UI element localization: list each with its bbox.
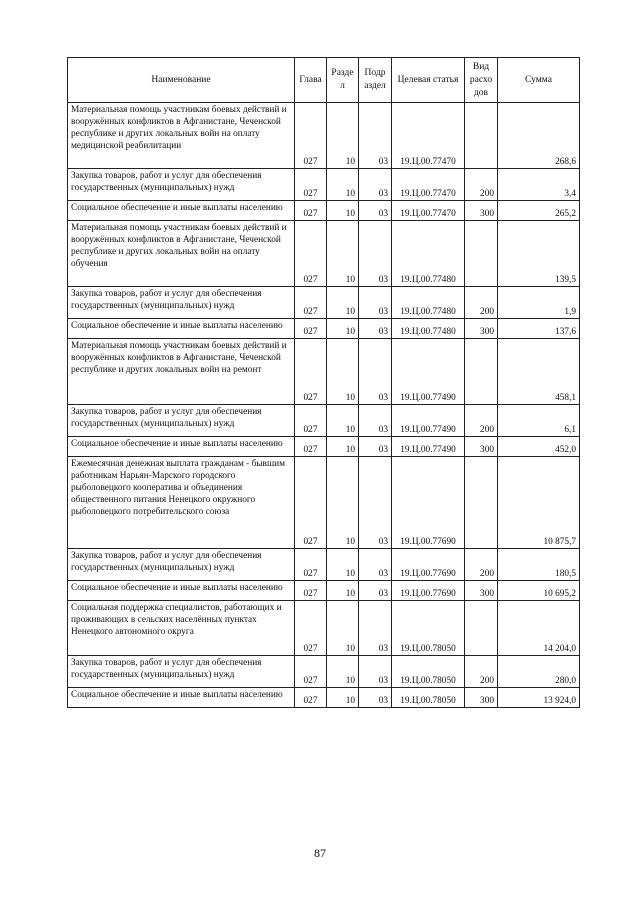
cell-type: 300 bbox=[465, 201, 498, 221]
cell-section: 10 bbox=[327, 339, 359, 405]
cell-section: 10 bbox=[327, 549, 359, 581]
header-subsection: Подр аздел bbox=[359, 58, 392, 103]
table-row bbox=[68, 549, 580, 581]
cell-sum: 139,5 bbox=[498, 221, 580, 287]
cell-name: Материальная помощь участникам боевых действий и вооружённых конфликтов в Афганистане, Чеченской республике и других локальных войн на ремонт bbox=[68, 339, 295, 405]
cell-chapter: 027 bbox=[295, 201, 327, 221]
cell-name: Ежемесячная денежная выплата гражданам - бывшим работникам Нарьян-Марского городского рыболовецкого кооператива и объединения общественного питания Ненецкого окружного рыболовецкого потребительского союза bbox=[68, 457, 295, 549]
cell-section: 10 bbox=[327, 103, 359, 169]
cell-target: 19.Ц.00.77470 bbox=[392, 201, 465, 221]
cell-name: Социальное обеспечение и иные выплаты населению bbox=[68, 581, 295, 601]
table-row bbox=[68, 103, 580, 169]
cell-type: 200 bbox=[465, 549, 498, 581]
cell-subsection: 03 bbox=[359, 103, 392, 169]
cell-chapter: 027 bbox=[295, 169, 327, 201]
cell-chapter: 027 bbox=[295, 437, 327, 457]
cell-name: Социальное обеспечение и иные выплаты населению bbox=[68, 201, 295, 221]
table-body bbox=[68, 103, 580, 708]
cell-sum: 452,0 bbox=[498, 437, 580, 457]
cell-type: 300 bbox=[465, 581, 498, 601]
cell-target: 19.Ц.00.77690 bbox=[392, 549, 465, 581]
cell-target: 19.Ц.00.77480 bbox=[392, 221, 465, 287]
header-chapter: Глава bbox=[295, 58, 327, 103]
cell-chapter: 027 bbox=[295, 405, 327, 437]
cell-target: 19.Ц.00.78050 bbox=[392, 601, 465, 656]
cell-type bbox=[465, 103, 498, 169]
cell-name: Закупка товаров, работ и услуг для обеспечения государственных (муниципальных) нужд bbox=[68, 549, 295, 581]
cell-section: 10 bbox=[327, 287, 359, 319]
cell-section: 10 bbox=[327, 437, 359, 457]
cell-target: 19.Ц.00.77470 bbox=[392, 169, 465, 201]
cell-subsection: 03 bbox=[359, 688, 392, 708]
cell-name: Закупка товаров, работ и услуг для обеспечения государственных (муниципальных) нужд bbox=[68, 169, 295, 201]
cell-name: Социальное обеспечение и иные выплаты населению bbox=[68, 437, 295, 457]
cell-target: 19.Ц.00.77690 bbox=[392, 581, 465, 601]
cell-type bbox=[465, 339, 498, 405]
cell-type: 200 bbox=[465, 405, 498, 437]
cell-name: Социальное обеспечение и иные выплаты населению bbox=[68, 688, 295, 708]
cell-chapter: 027 bbox=[295, 457, 327, 549]
cell-subsection: 03 bbox=[359, 169, 392, 201]
cell-sum: 268,6 bbox=[498, 103, 580, 169]
cell-type bbox=[465, 457, 498, 549]
cell-target: 19.Ц.00.78050 bbox=[392, 656, 465, 688]
cell-target: 19.Ц.00.77690 bbox=[392, 457, 465, 549]
cell-subsection: 03 bbox=[359, 201, 392, 221]
table-row bbox=[68, 405, 580, 437]
cell-type: 300 bbox=[465, 319, 498, 339]
table-row bbox=[68, 221, 580, 287]
cell-chapter: 027 bbox=[295, 581, 327, 601]
cell-type bbox=[465, 601, 498, 656]
cell-chapter: 027 bbox=[295, 601, 327, 656]
cell-chapter: 027 bbox=[295, 656, 327, 688]
cell-subsection: 03 bbox=[359, 437, 392, 457]
cell-section: 10 bbox=[327, 405, 359, 437]
cell-sum: 6,1 bbox=[498, 405, 580, 437]
cell-subsection: 03 bbox=[359, 405, 392, 437]
cell-chapter: 027 bbox=[295, 287, 327, 319]
cell-target: 19.Ц.00.77480 bbox=[392, 287, 465, 319]
cell-sum: 1,9 bbox=[498, 287, 580, 319]
cell-section: 10 bbox=[327, 656, 359, 688]
cell-section: 10 bbox=[327, 221, 359, 287]
cell-sum: 13 924,0 bbox=[498, 688, 580, 708]
table-row bbox=[68, 339, 580, 405]
cell-section: 10 bbox=[327, 457, 359, 549]
cell-sum: 458,1 bbox=[498, 339, 580, 405]
cell-name: Социальное обеспечение и иные выплаты населению bbox=[68, 319, 295, 339]
cell-sum: 180,5 bbox=[498, 549, 580, 581]
cell-name: Социальная поддержка специалистов, работающих и проживающих в сельских населённых пунктах Ненецкого автономного округа bbox=[68, 601, 295, 656]
cell-subsection: 03 bbox=[359, 221, 392, 287]
cell-subsection: 03 bbox=[359, 656, 392, 688]
cell-target: 19.Ц.00.77490 bbox=[392, 339, 465, 405]
cell-type: 300 bbox=[465, 688, 498, 708]
table-row bbox=[68, 656, 580, 688]
cell-type: 300 bbox=[465, 437, 498, 457]
table-row bbox=[68, 581, 580, 601]
cell-name: Закупка товаров, работ и услуг для обеспечения государственных (муниципальных) нужд bbox=[68, 656, 295, 688]
cell-chapter: 027 bbox=[295, 339, 327, 405]
cell-chapter: 027 bbox=[295, 221, 327, 287]
cell-chapter: 027 bbox=[295, 103, 327, 169]
table-row bbox=[68, 457, 580, 549]
cell-subsection: 03 bbox=[359, 549, 392, 581]
cell-sum: 14 204,0 bbox=[498, 601, 580, 656]
cell-section: 10 bbox=[327, 169, 359, 201]
cell-section: 10 bbox=[327, 601, 359, 656]
cell-type bbox=[465, 221, 498, 287]
cell-sum: 3,4 bbox=[498, 169, 580, 201]
table-row bbox=[68, 688, 580, 708]
table-row bbox=[68, 169, 580, 201]
cell-section: 10 bbox=[327, 319, 359, 339]
cell-sum: 10 695,2 bbox=[498, 581, 580, 601]
table-row bbox=[68, 201, 580, 221]
cell-target: 19.Ц.00.77490 bbox=[392, 437, 465, 457]
cell-sum: 265,2 bbox=[498, 201, 580, 221]
header-name: Наименование bbox=[68, 58, 295, 103]
cell-subsection: 03 bbox=[359, 581, 392, 601]
cell-sum: 10 875,7 bbox=[498, 457, 580, 549]
cell-name: Материальная помощь участникам боевых действий и вооружённых конфликтов в Афганистане, Чеченской республике и других локальных войн на оплату обучения bbox=[68, 221, 295, 287]
table-row bbox=[68, 437, 580, 457]
cell-subsection: 03 bbox=[359, 319, 392, 339]
cell-subsection: 03 bbox=[359, 339, 392, 405]
budget-table bbox=[67, 57, 580, 708]
cell-chapter: 027 bbox=[295, 319, 327, 339]
cell-sum: 280,0 bbox=[498, 656, 580, 688]
cell-subsection: 03 bbox=[359, 457, 392, 549]
cell-sum: 137,6 bbox=[498, 319, 580, 339]
cell-chapter: 027 bbox=[295, 688, 327, 708]
cell-name: Закупка товаров, работ и услуг для обеспечения государственных (муниципальных) нужд bbox=[68, 287, 295, 319]
cell-subsection: 03 bbox=[359, 287, 392, 319]
page-number: 87 bbox=[314, 846, 326, 860]
table-row bbox=[68, 287, 580, 319]
cell-type: 200 bbox=[465, 656, 498, 688]
header-section: Разде л bbox=[327, 58, 359, 103]
cell-section: 10 bbox=[327, 581, 359, 601]
cell-section: 10 bbox=[327, 688, 359, 708]
cell-target: 19.Ц.00.77470 bbox=[392, 103, 465, 169]
table-header-row bbox=[68, 58, 580, 103]
cell-chapter: 027 bbox=[295, 549, 327, 581]
cell-target: 19.Ц.00.78050 bbox=[392, 688, 465, 708]
header-target: Целевая статья bbox=[392, 58, 465, 103]
header-type: Вид расхо дов bbox=[465, 58, 498, 103]
cell-target: 19.Ц.00.77490 bbox=[392, 405, 465, 437]
cell-subsection: 03 bbox=[359, 601, 392, 656]
cell-name: Закупка товаров, работ и услуг для обеспечения государственных (муниципальных) нужд bbox=[68, 405, 295, 437]
cell-section: 10 bbox=[327, 201, 359, 221]
cell-target: 19.Ц.00.77480 bbox=[392, 319, 465, 339]
header-sum: Сумма bbox=[498, 58, 580, 103]
table-row bbox=[68, 601, 580, 656]
cell-type: 200 bbox=[465, 287, 498, 319]
table-row bbox=[68, 319, 580, 339]
cell-type: 200 bbox=[465, 169, 498, 201]
cell-name: Материальная помощь участникам боевых действий и вооружённых конфликтов в Афганистане, Чеченской республике и других локальных войн на оплату медицинской реабилитации bbox=[68, 103, 295, 169]
